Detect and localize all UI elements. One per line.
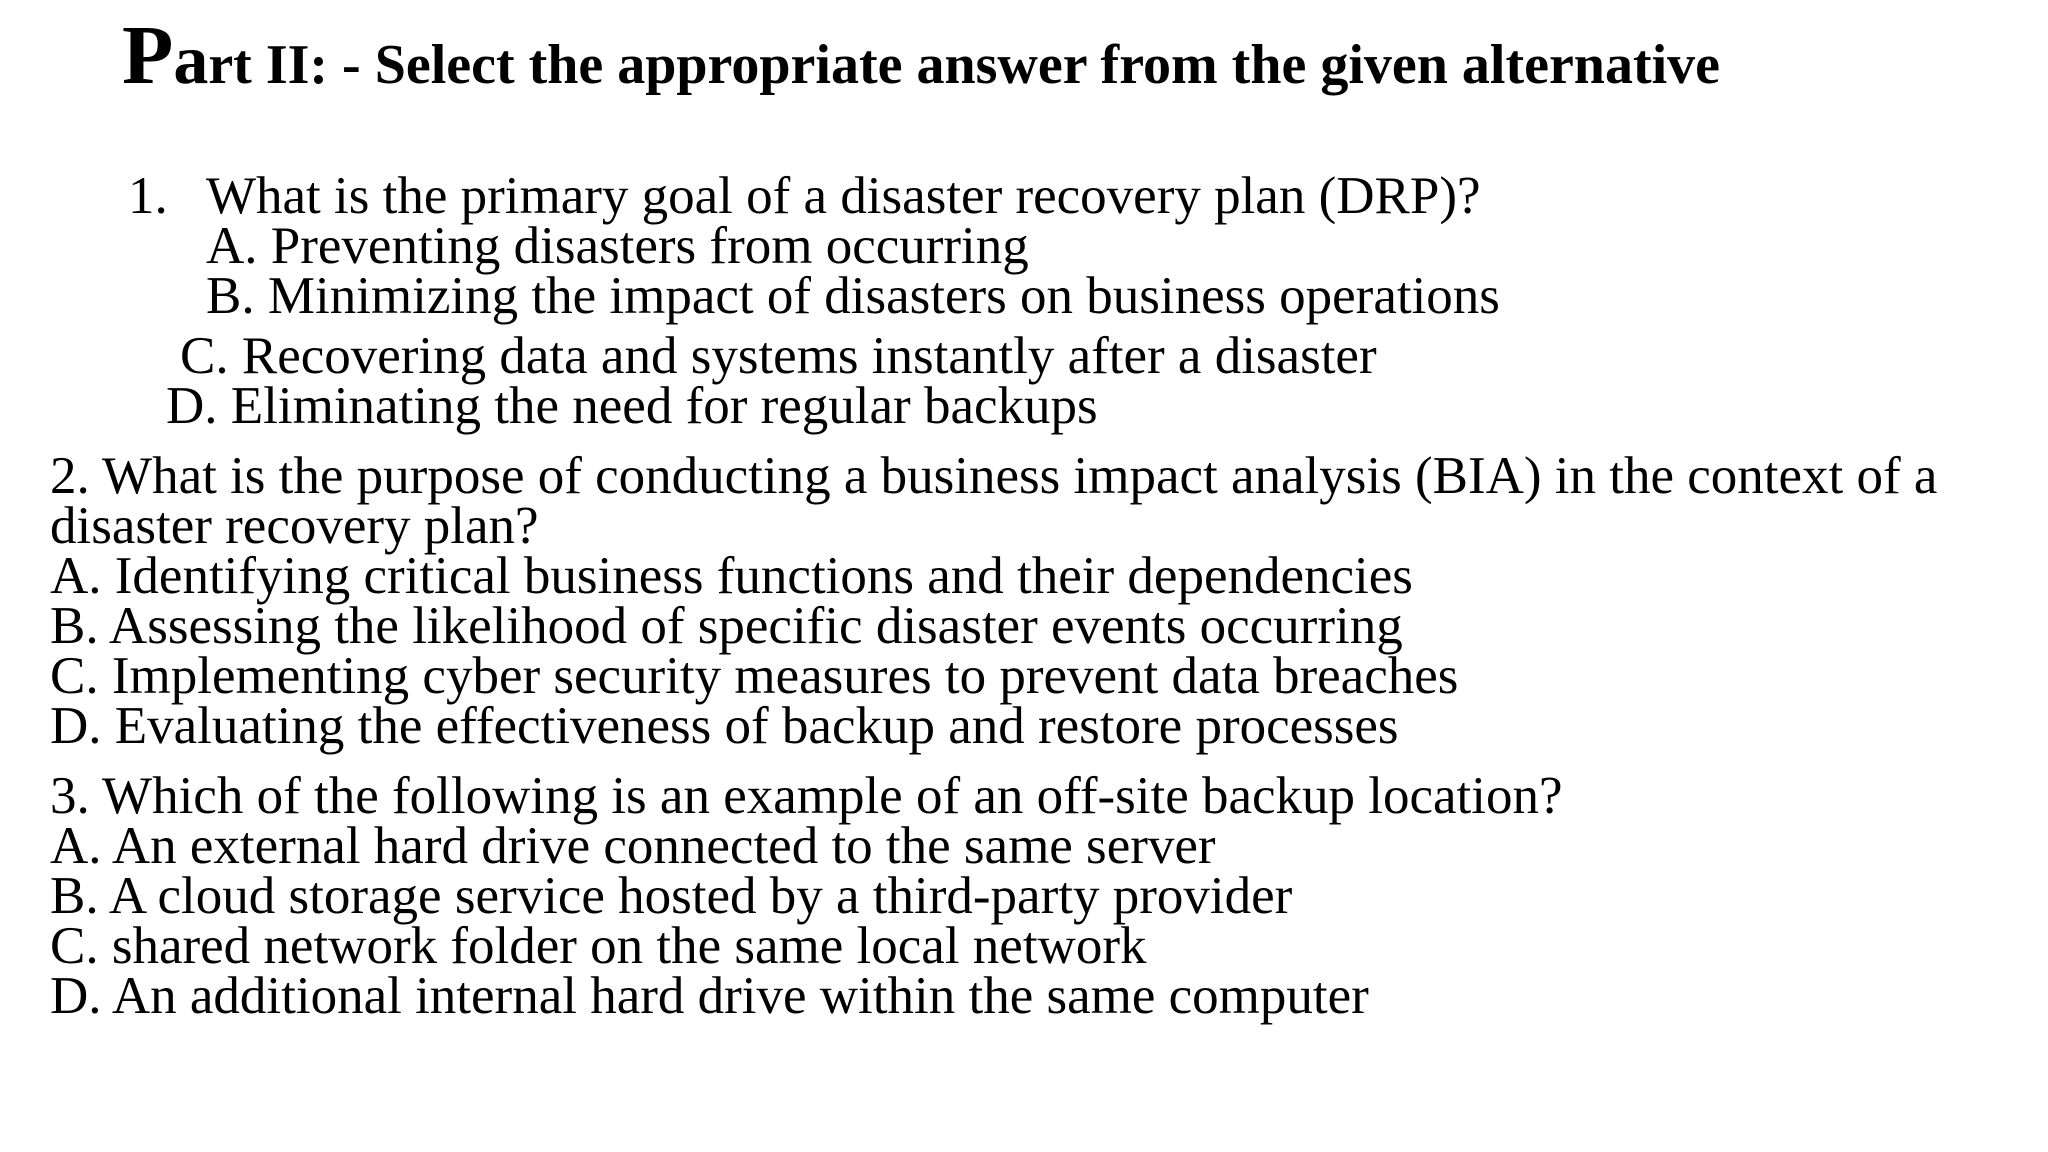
question-2-option-a: A. Identifying critical business functions and their dependencies bbox=[50, 547, 1413, 605]
title-initial-p: P bbox=[122, 9, 174, 102]
question-3-option-d: D. An additional internal hard drive within the same computer bbox=[50, 967, 1369, 1025]
question-1-option-b: B. Minimizing the impact of disasters on business operations bbox=[206, 267, 1500, 325]
question-3-text: 3. Which of the following is an example of an off-site backup location? bbox=[50, 767, 1563, 825]
question-3-option-b: B. A cloud storage service hosted by a third-party provider bbox=[50, 867, 1293, 925]
question-2-option-c: C. Implementing cyber security measures to prevent data breaches bbox=[50, 647, 1459, 705]
question-2-option-b: B. Assessing the likelihood of specific disaster events occurring bbox=[50, 597, 1403, 655]
question-1-option-c: C. Recovering data and systems instantly after a disaster bbox=[180, 327, 1377, 385]
question-2-text-line1: 2. What is the purpose of conducting a business impact analysis (BIA) in the context of a bbox=[50, 447, 1938, 505]
title-initial-a: a bbox=[173, 22, 209, 99]
question-2-text-line2: disaster recovery plan? bbox=[50, 497, 539, 555]
question-2-option-d: D. Evaluating the effectiveness of backup and restore processes bbox=[50, 697, 1399, 755]
question-1-text: What is the primary goal of a disaster recovery plan (DRP)? bbox=[206, 167, 1481, 225]
page-title bbox=[122, 9, 1721, 102]
question-1-option-a: A. Preventing disasters from occurring bbox=[206, 217, 1029, 275]
question-1-number: 1. bbox=[128, 167, 168, 225]
question-1-option-d: D. Eliminating the need for regular backups bbox=[166, 377, 1098, 435]
title-text: rt II: - Select the appropriate answer from the given alternative bbox=[208, 34, 1721, 96]
question-3-option-c: C. shared network folder on the same local network bbox=[50, 917, 1147, 975]
question-3-option-a: A. An external hard drive connected to the same server bbox=[50, 817, 1216, 875]
